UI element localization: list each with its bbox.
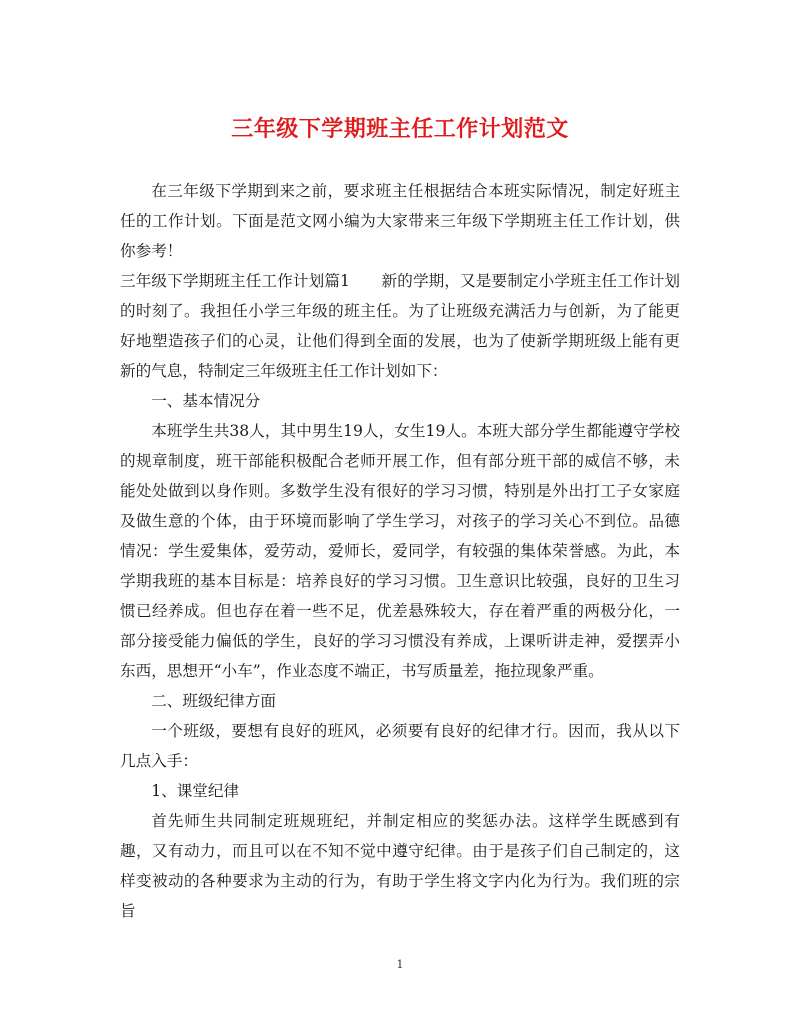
plan-intro-paragraph: 三年级下学期班主任工作计划篇1 新的学期，又是要制定小学班主任工作计划的时刻了。我担任小学三年级的班主任。为了让班级充满活力与创新，为了能更好地塑造孩子们的心灵，让他们得到全面的发展，也为了使新学期班级上能有更新的气息，特制定三年级班主任工作计划如下： bbox=[120, 272, 680, 380]
subheading-classroom-discipline: 1、课堂纪律 bbox=[151, 782, 240, 800]
intro-paragraph: 在三年级下学期到来之前，要求班主任根据结合本班实际情况，制定好班主任的工作计划。下面是范文网小编为大家带来三年级下学期班主任工作计划，供你参考！ bbox=[120, 182, 680, 260]
classroom-discipline-paragraph: 首先师生共同制定班规班纪，并制定相应的奖惩办法。这样学生既感到有趣，又有动力，而且可以在不知不觉中遵守纪律。由于是孩子们自己制定的，这样变被动的各种要求为主动的行为，有助于学生将文字内化为行为。我们班的宗旨 bbox=[120, 812, 680, 920]
page-number: 1 bbox=[396, 958, 404, 971]
document-title: 三年级下学期班主任工作计划范文 bbox=[231, 116, 569, 142]
discipline-paragraph: 一个班级，要想有良好的班风，必须要有良好的纪律才行。因而，我从以下几点入手： bbox=[120, 722, 680, 770]
section-heading-discipline: 二、班级纪律方面 bbox=[151, 692, 276, 710]
document-body bbox=[120, 176, 680, 926]
section-heading-basic-situation: 一、基本情况分 bbox=[151, 392, 261, 410]
basic-situation-paragraph: 本班学生共38人，其中男生19人，女生19人。本班大部分学生都能遵守学校的规章制度，班干部能积极配合老师开展工作，但有部分班干部的威信不够，未能处处做到以身作则。多数学生没有很好的学习习惯，特别是外出打工子女家庭及做生意的个体，由于环境而影响了学生学习，对孩子的学习关心不到位。品德情况：学生爱集体，爱劳动，爱师长，爱同学，有较强的集体荣誉感。为此，本学期我班的基本目标是：培养良好的学习习惯。卫生意识比较强，良好的卫生习惯已经养成。但也存在着一些不足，优差悬殊较大，存在着严重的两极分化，一部分接受能力偏低的学生，良好的学习习惯没有养成，上课听讲走神，爱摆弄小东西，思想开“小车”，作业态度不端正，书写质量差，拖拉现象严重。 bbox=[120, 422, 680, 680]
